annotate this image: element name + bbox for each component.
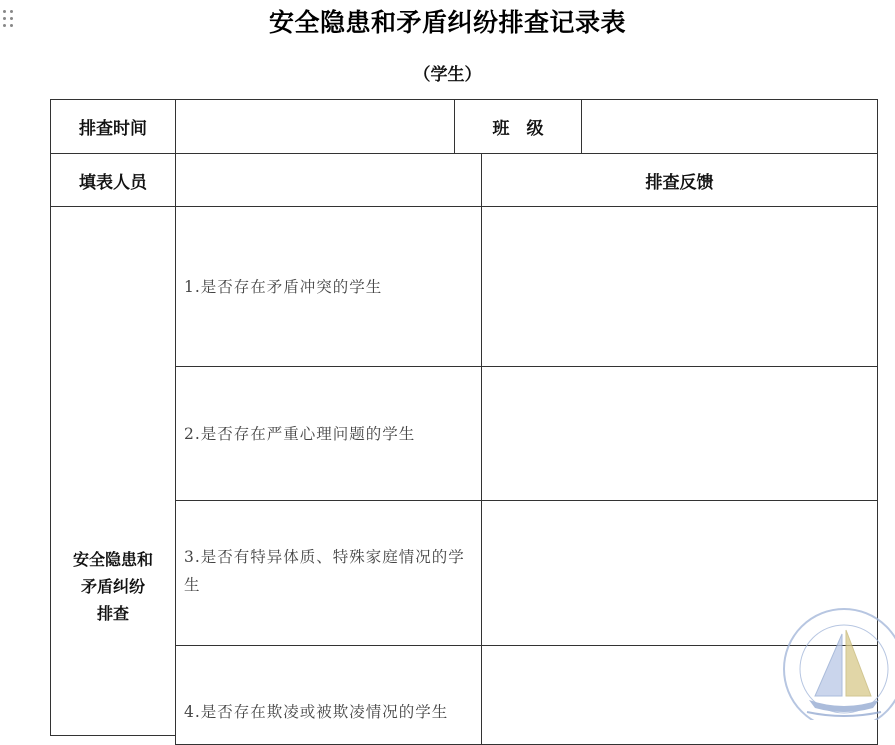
item-text: 2.是否存在严重心理问题的学生 [184, 424, 416, 443]
time-label: 排查时间 [79, 119, 147, 139]
feedback-header-cell [481, 153, 878, 207]
feedback-cell[interactable] [481, 206, 878, 367]
feedback-header: 排查反馈 [645, 172, 714, 193]
filler-value-cell[interactable] [175, 153, 482, 207]
item-cell [175, 645, 482, 745]
item-text: 1.是否存在矛盾冲突的学生 [184, 277, 383, 296]
category-cell [50, 206, 176, 736]
class-value-cell[interactable] [581, 99, 878, 154]
school-seal-icon [779, 604, 895, 720]
time-label-cell [50, 99, 176, 154]
category-line: 安全隐患和 [72, 549, 153, 569]
time-value-cell[interactable] [175, 99, 455, 154]
filler-label: 填表人员 [79, 172, 147, 193]
document-subtitle: （学生） [413, 65, 482, 85]
class-label-cell [454, 99, 582, 154]
class-label: 班 级 [492, 119, 544, 139]
document-title: 安全隐患和矛盾纠纷排查记录表 [268, 8, 626, 37]
filler-label-cell [50, 153, 176, 207]
item-text: 4.是否存在欺凌或被欺凌情况的学生 [184, 703, 449, 721]
item-cell [175, 206, 482, 367]
category-line: 排查 [96, 603, 129, 623]
item-text: 3.是否有特异体质、特殊家庭情况的学生 [184, 548, 465, 594]
feedback-cell[interactable] [481, 366, 878, 501]
item-cell [175, 366, 482, 501]
category-line: 矛盾纠纷 [80, 576, 145, 596]
item-cell [175, 500, 482, 646]
